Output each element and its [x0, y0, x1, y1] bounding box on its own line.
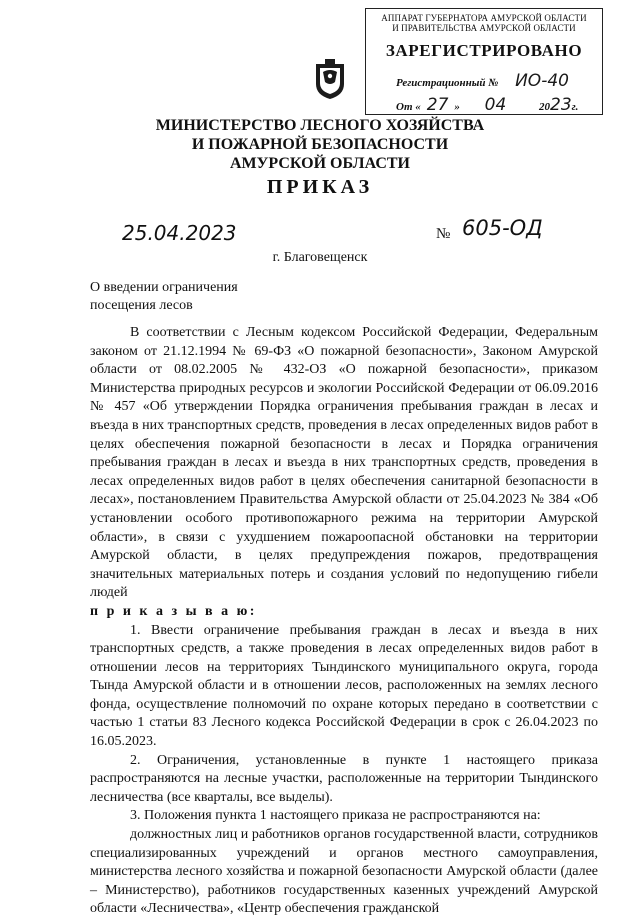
handwritten-order-number: 605-ОД — [462, 216, 543, 240]
number-sign: № — [436, 226, 451, 242]
preamble-paragraph: В соответствии с Лесным кодексом Российской Федерации, Федеральным законом от 21.12.1994 № 69-ФЗ «О пожарной безопасности», Законом Амурской области от 08.02.2005 № 432-ОЗ «О пожарной безопасности», приказом Министерства природных ресурсов и экологии Российской Федерации от 06.09.2016 № 457 «Об утверждении Порядка ограничения пребывания граждан в лесах и въезда в них транспортных средств, проведения в лесах определенных видов работ в целях обеспечения пожарной безопасности в лесах и Порядка ограничения пребывания граждан в лесах и въезда в них транспортных средств, проведения в лесах определенных видов работ в целях обеспечения санитарной безопасности в лесах», постановлением Правительства Амурской области от 25.04.2023 № 384 «Об установлении особого противопожарного режима на территории Амурской области», в связи с ухудшением пожароопасной обстановки на территории Амурской области, в целях предупреждения пожаров, предотвращения значительных материальных потерь и создания условий по недопущению гибели людей — [90, 325, 598, 601]
stamp-date-year: 23 — [550, 95, 572, 115]
stamp-date-day: 27 — [426, 95, 449, 115]
document-title: ПРИКАЗ — [266, 176, 374, 198]
registration-stamp — [365, 8, 603, 115]
stamp-registered-label: ЗАРЕГИСТРИРОВАНО — [385, 41, 583, 60]
item-3-paragraph: 3. Положения пункта 1 настоящего приказа не распространяются на: — [130, 808, 541, 824]
item-1-paragraph: 1. Ввести ограничение пребывания граждан в лесах и въезда в них транспортных средств, а также проведения в лесах определенных видов работ в отношении лесов на территориях Тындинского муниципального округа, города Тында Амурской области и в отношении лесов, расположенных на землях лесного фонда, осуществление полномочий по охране которых передано в соответствии с частью 1 статьи 83 Лесного кодекса Российской Федерации в срок с 26.04.2023 по 16.05.2023. — [90, 622, 598, 750]
coat-of-arms-icon — [313, 58, 347, 100]
stamp-organization: АППАРАТ ГУБЕРНАТОРА АМУРСКОЙ ОБЛАСТИ И ПРАВИТЕЛЬСТВА АМУРСКОЙ ОБЛАСТИ — [381, 13, 587, 33]
city-name: г. Благовещенск — [272, 250, 368, 265]
stamp-reg-number-line: Регистрационный № ИО-40 — [396, 71, 569, 91]
stamp-date-month: 04 — [484, 95, 507, 115]
order-body — [90, 324, 598, 919]
ministry-name: МИНИСТЕРСТВО ЛЕСНОГО ХОЗЯЙСТВА И ПОЖАРНОЙ БЕЗОПАСНОСТИ АМУРСКОЙ ОБЛАСТИ — [155, 117, 485, 172]
order-word: п р и к а з ы в а ю: — [90, 603, 257, 619]
item-2-paragraph: 2. Ограничения, установленные в пункте 1 настоящего приказа распространяются на лесные участки, расположенные на территории Тындинского лесничества (все кварталы, все выделы). — [90, 752, 598, 805]
item-3-text: должностных лиц и работников органов государственной власти, сотрудников специализированных учреждений и органов местного самоуправления, министерства лесного хозяйства и пожарной безопасности Амурской области (далее – Министерство), работников государственных казенных учреждений Амурской области «Лесничества», «Центр обеспечения гражданской — [90, 827, 598, 917]
stamp-reg-number: ИО-40 — [515, 71, 569, 91]
order-subject: О введении ограничения посещения лесов — [90, 280, 238, 313]
stamp-date-line: От « 27 » 04 2023г. — [396, 95, 579, 115]
handwritten-date: 25.04.2023 — [122, 221, 237, 245]
